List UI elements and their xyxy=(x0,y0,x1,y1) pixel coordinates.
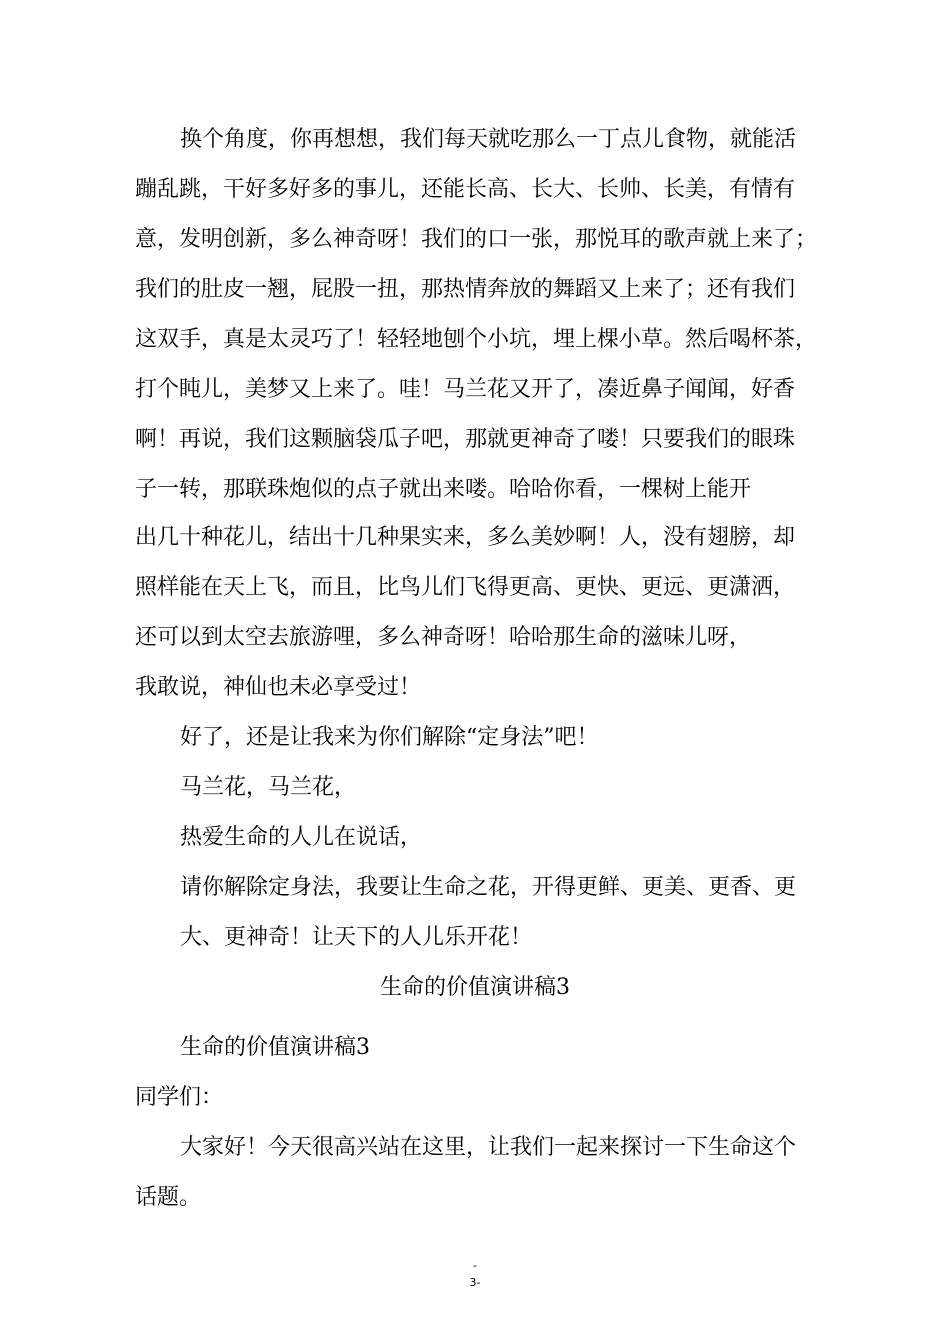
subtitle: 生命的价值演讲稿3 xyxy=(180,1035,370,1060)
paragraph-line: 意，发明创新，多么神奇呀！我们的口一张，那悦耳的歌声就上来了； xyxy=(135,227,818,252)
paragraph-line: 大家好！今天很高兴站在这里，让我们一起来探讨一下生命这个 xyxy=(180,1135,797,1160)
page-number: 3- xyxy=(469,1276,481,1289)
paragraph-line: 啊！再说，我们这颗脑袋瓜子吧，那就更神奇了喽！只要我们的眼珠 xyxy=(135,427,796,452)
paragraph-line: 照样能在天上飞，而且，比鸟儿们飞得更高、更快、更远、更潇洒， xyxy=(135,575,796,600)
poem-line: 请你解除定身法，我要让生命之花，开得更鲜、更美、更香、更 xyxy=(180,875,797,900)
paragraph-line: 我敢说，神仙也未必享受过！ xyxy=(135,675,422,700)
paragraph-line: 出几十种花儿，结出十几种果实来，多么美妙啊！人，没有翅膀，却 xyxy=(135,525,796,550)
paragraph-line: 蹦乱跳，干好多好多的事儿，还能长高、长大、长帅、长美，有情有 xyxy=(135,177,796,202)
greeting: 同学们： xyxy=(135,1085,224,1110)
paragraph-line: 子一转，那联珠炮似的点子就出来喽。哈哈你看，一棵树上能开 xyxy=(135,477,752,502)
footer-dash: - xyxy=(473,1259,477,1272)
section-title: 生命的价值演讲稿3 xyxy=(380,975,570,1000)
poem-line: 热爱生命的人儿在说话， xyxy=(180,825,423,850)
poem-line: 马兰花，马兰花， xyxy=(180,775,357,800)
paragraph-line: 打个盹儿，美梦又上来了。哇！马兰花又开了，凑近鼻子闻闻，好香 xyxy=(135,377,796,402)
paragraph-line: 这双手，真是太灵巧了！轻轻地刨个小坑，埋上棵小草。然后喝杯茶， xyxy=(135,327,818,352)
paragraph-line: 好了，还是让我来为你们解除“定身法”吧！ xyxy=(180,725,599,750)
paragraph-line: 还可以到太空去旅游哩，多么神奇呀！哈哈那生命的滋味儿呀， xyxy=(135,625,752,650)
paragraph-line: 我们的肚皮一翘，屁股一扭，那热情奔放的舞蹈又上来了；还有我们 xyxy=(135,277,796,302)
paragraph-line: 换个角度，你再想想，我们每天就吃那么一丁点儿食物，就能活 xyxy=(180,127,797,152)
poem-line: 大、更神奇！让天下的人儿乐开花！ xyxy=(180,925,533,950)
paragraph-line: 话题。 xyxy=(135,1185,202,1210)
